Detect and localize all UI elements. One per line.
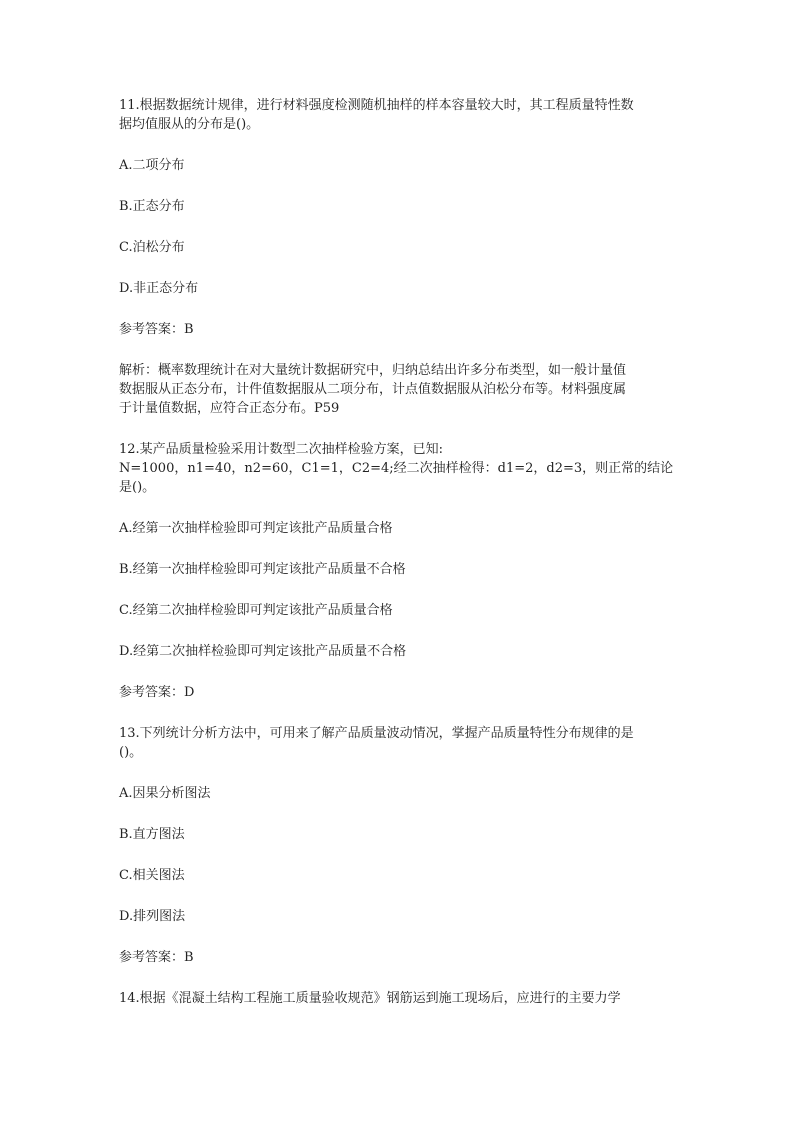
question-12-option-c: C.经第二次抽样检验即可判定该批产品质量合格 (119, 603, 393, 618)
question-11-option-b: B.正态分布 (119, 199, 185, 214)
question-12-option-a: A.经第一次抽样检验即可判定该批产品质量合格 (119, 521, 393, 536)
question-13-option-b: B.直方图法 (119, 827, 185, 842)
question-12-option-d: D.经第二次抽样检验即可判定该批产品质量不合格 (119, 644, 407, 659)
question-11-option-c: C.泊松分布 (119, 240, 185, 255)
question-12-stem: 12.某产品质量检验采用计数型二次抽样检验方案，已知: N=1000，n1=40，n2=60，C1=1，C2=4;经二次抽样检得：d1=2，d2=3，则正常的结论是()。 (119, 442, 674, 495)
question-12-answer: 参考答案：D (119, 685, 195, 700)
question-13-stem: 13.下列统计分析方法中，可用来了解产品质量波动情况，掌握产品质量特性分布规律的是 ()。 (119, 726, 634, 760)
question-11-option-a: A.二项分布 (119, 158, 185, 173)
question-11-answer: 参考答案：B (119, 322, 194, 337)
document-page (119, 96, 679, 1008)
question-11-analysis: 解析：概率数理统计在对大量统计数据研究中，归纳总结出许多分布类型，如一般计量值 数据服从正态分布，计件值数据服从二项分布，计点值数据服从泊松分布等。材料强度属 于计量值数据，应符合正态分布。P59 (119, 363, 627, 416)
question-13-option-a: A.因果分析图法 (119, 786, 211, 801)
question-13-option-c: C.相关图法 (119, 868, 185, 883)
question-11-stem: 11.根据数据统计规律，进行材料强度检测随机抽样的样本容量较大时，其工程质量特性数 据均值服从的分布是()。 (119, 98, 634, 132)
question-11-option-d: D.非正态分布 (119, 281, 199, 296)
question-14-stem: 14.根据《混凝土结构工程施工质量验收规范》钢筋运到施工现场后，应进行的主要力学 (119, 991, 621, 1006)
question-13-option-d: D.排列图法 (119, 909, 186, 924)
question-13-answer: 参考答案：B (119, 950, 194, 965)
question-12-option-b: B.经第一次抽样检验即可判定该批产品质量不合格 (119, 562, 406, 577)
